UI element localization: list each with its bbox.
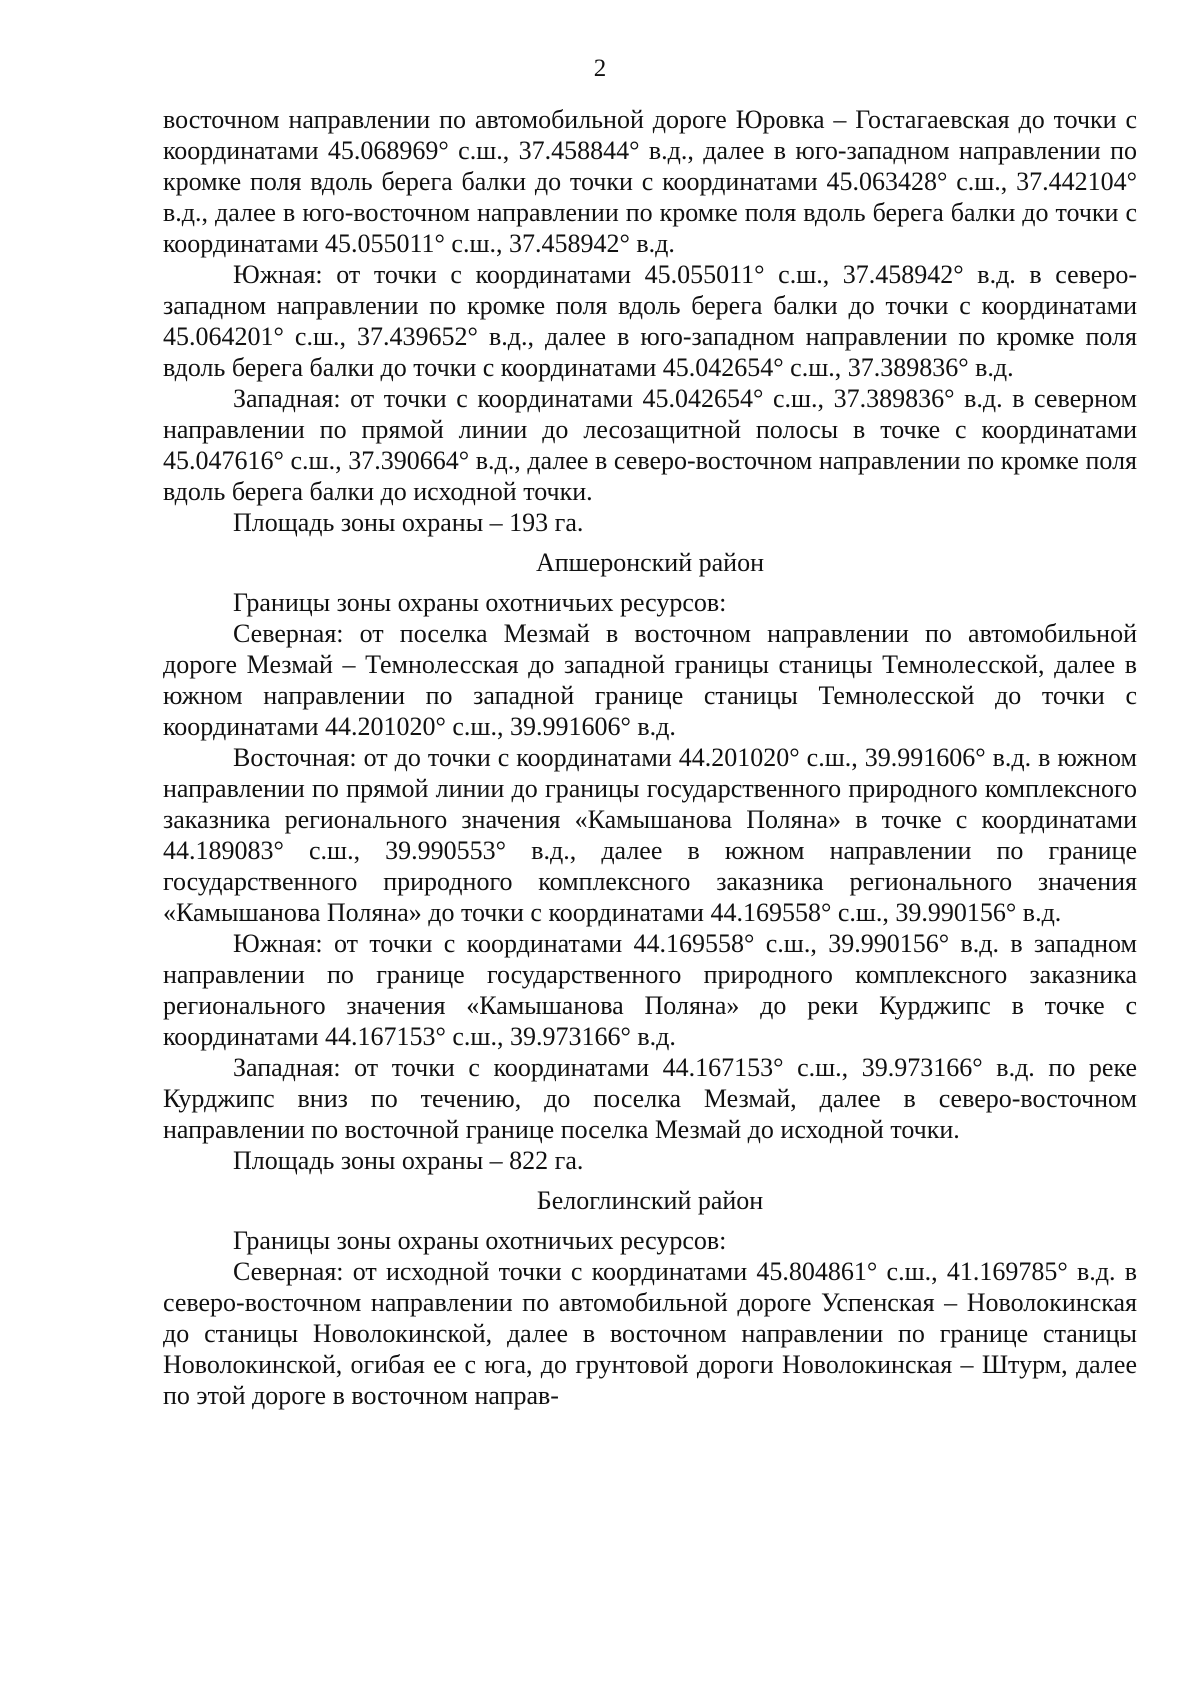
section-heading-apsheronsky: Апшеронский район [535,548,765,577]
section-heading-beloglinsky: Белоглинский район [536,1186,764,1215]
paragraph-west-boundary: Западная: от точки с координатами 44.167153° с.ш., 39.973166° в.д. по реке Курджипс вниз по течению, до поселка Мезмай, далее в северо-восточном направлении по восточной границе поселка Мезмай до исходной точки. [163,1053,1137,1144]
paragraph-south-boundary: Южная: от точки с координатами 45.055011° с.ш., 37.458942° в.д. в северо-западном направлении по кромке поля вдоль берега балки до точки с координатами 45.064201° с.ш., 37.439652° в.д., далее в юго-западном направлении по кромке поля вдоль берега балки до точки с координатами 45.042654° с.ш., 37.389836° в.д. [163,260,1137,382]
paragraph-area: Площадь зоны охраны – 193 га. [233,508,584,537]
page-number: 2 [593,55,607,82]
paragraph-west-boundary: Западная: от точки с координатами 45.042654° с.ш., 37.389836° в.д. в северном направлении по прямой линии до лесозащитной полосы в точке с координатами 45.047616° с.ш., 37.390664° в.д., далее в северо-восточном направлении по кромке поля вдоль берега балки до исходной точки. [163,384,1137,506]
paragraph-east-boundary: Восточная: от до точки с координатами 44.201020° с.ш., 39.991606° в.д. в южном направлении по прямой линии до границы государственного природного комплексного заказника регионального значения «Камышанова Поляна» в точке с координатами 44.189083° с.ш., 39.990553° в.д., далее в южном направлении по границе государственного природного комплексного заказника регионального значения «Камышанова Поляна» до точки с координатами 44.169558° с.ш., 39.990156° в.д. [163,743,1137,927]
paragraph-north-boundary: Северная: от поселка Мезмай в восточном направлении по автомобильной дороге Мезмай – Темнолесская до западной границы станицы Темнолесской, далее в южном направлении по западной границе станицы Темнолесской до точки с координатами 44.201020° с.ш., 39.991606° в.д. [163,619,1137,741]
paragraph-boundaries-intro: Границы зоны охраны охотничьих ресурсов: [233,1226,727,1255]
paragraph-area: Площадь зоны охраны – 822 га. [233,1146,584,1175]
document-body [163,104,1137,1411]
paragraph-boundaries-intro: Границы зоны охраны охотничьих ресурсов: [233,588,727,617]
paragraph-continuation: восточном направлении по автомобильной дороге Юровка – Гостагаевская до точки с координатами 45.068969° с.ш., 37.458844° в.д., далее в юго-западном направлении по кромке поля вдоль берега балки до точки с координатами 45.063428° с.ш., 37.442104° в.д., далее в юго-восточном направлении по кромке поля вдоль берега балки до точки с координатами 45.055011° с.ш., 37.458942° в.д. [163,105,1137,258]
paragraph-south-boundary: Южная: от точки с координатами 44.169558° с.ш., 39.990156° в.д. в западном направлении по границе государственного природного комплексного заказника регионального значения «Камышанова Поляна» до реки Курджипс в точке с координатами 44.167153° с.ш., 39.973166° в.д. [163,929,1137,1051]
paragraph-north-boundary: Северная: от исходной точки с координатами 45.804861° с.ш., 41.169785° в.д. в северо-восточном направлении по автомобильной дороге Успенская – Новолокинская до станицы Новолокинской, далее в восточном направлении по границе станицы Новолокинской, огибая ее с юга, до грунтовой дороги Новолокинская – Штурм, далее по этой дороге в восточном направ- [163,1257,1137,1410]
